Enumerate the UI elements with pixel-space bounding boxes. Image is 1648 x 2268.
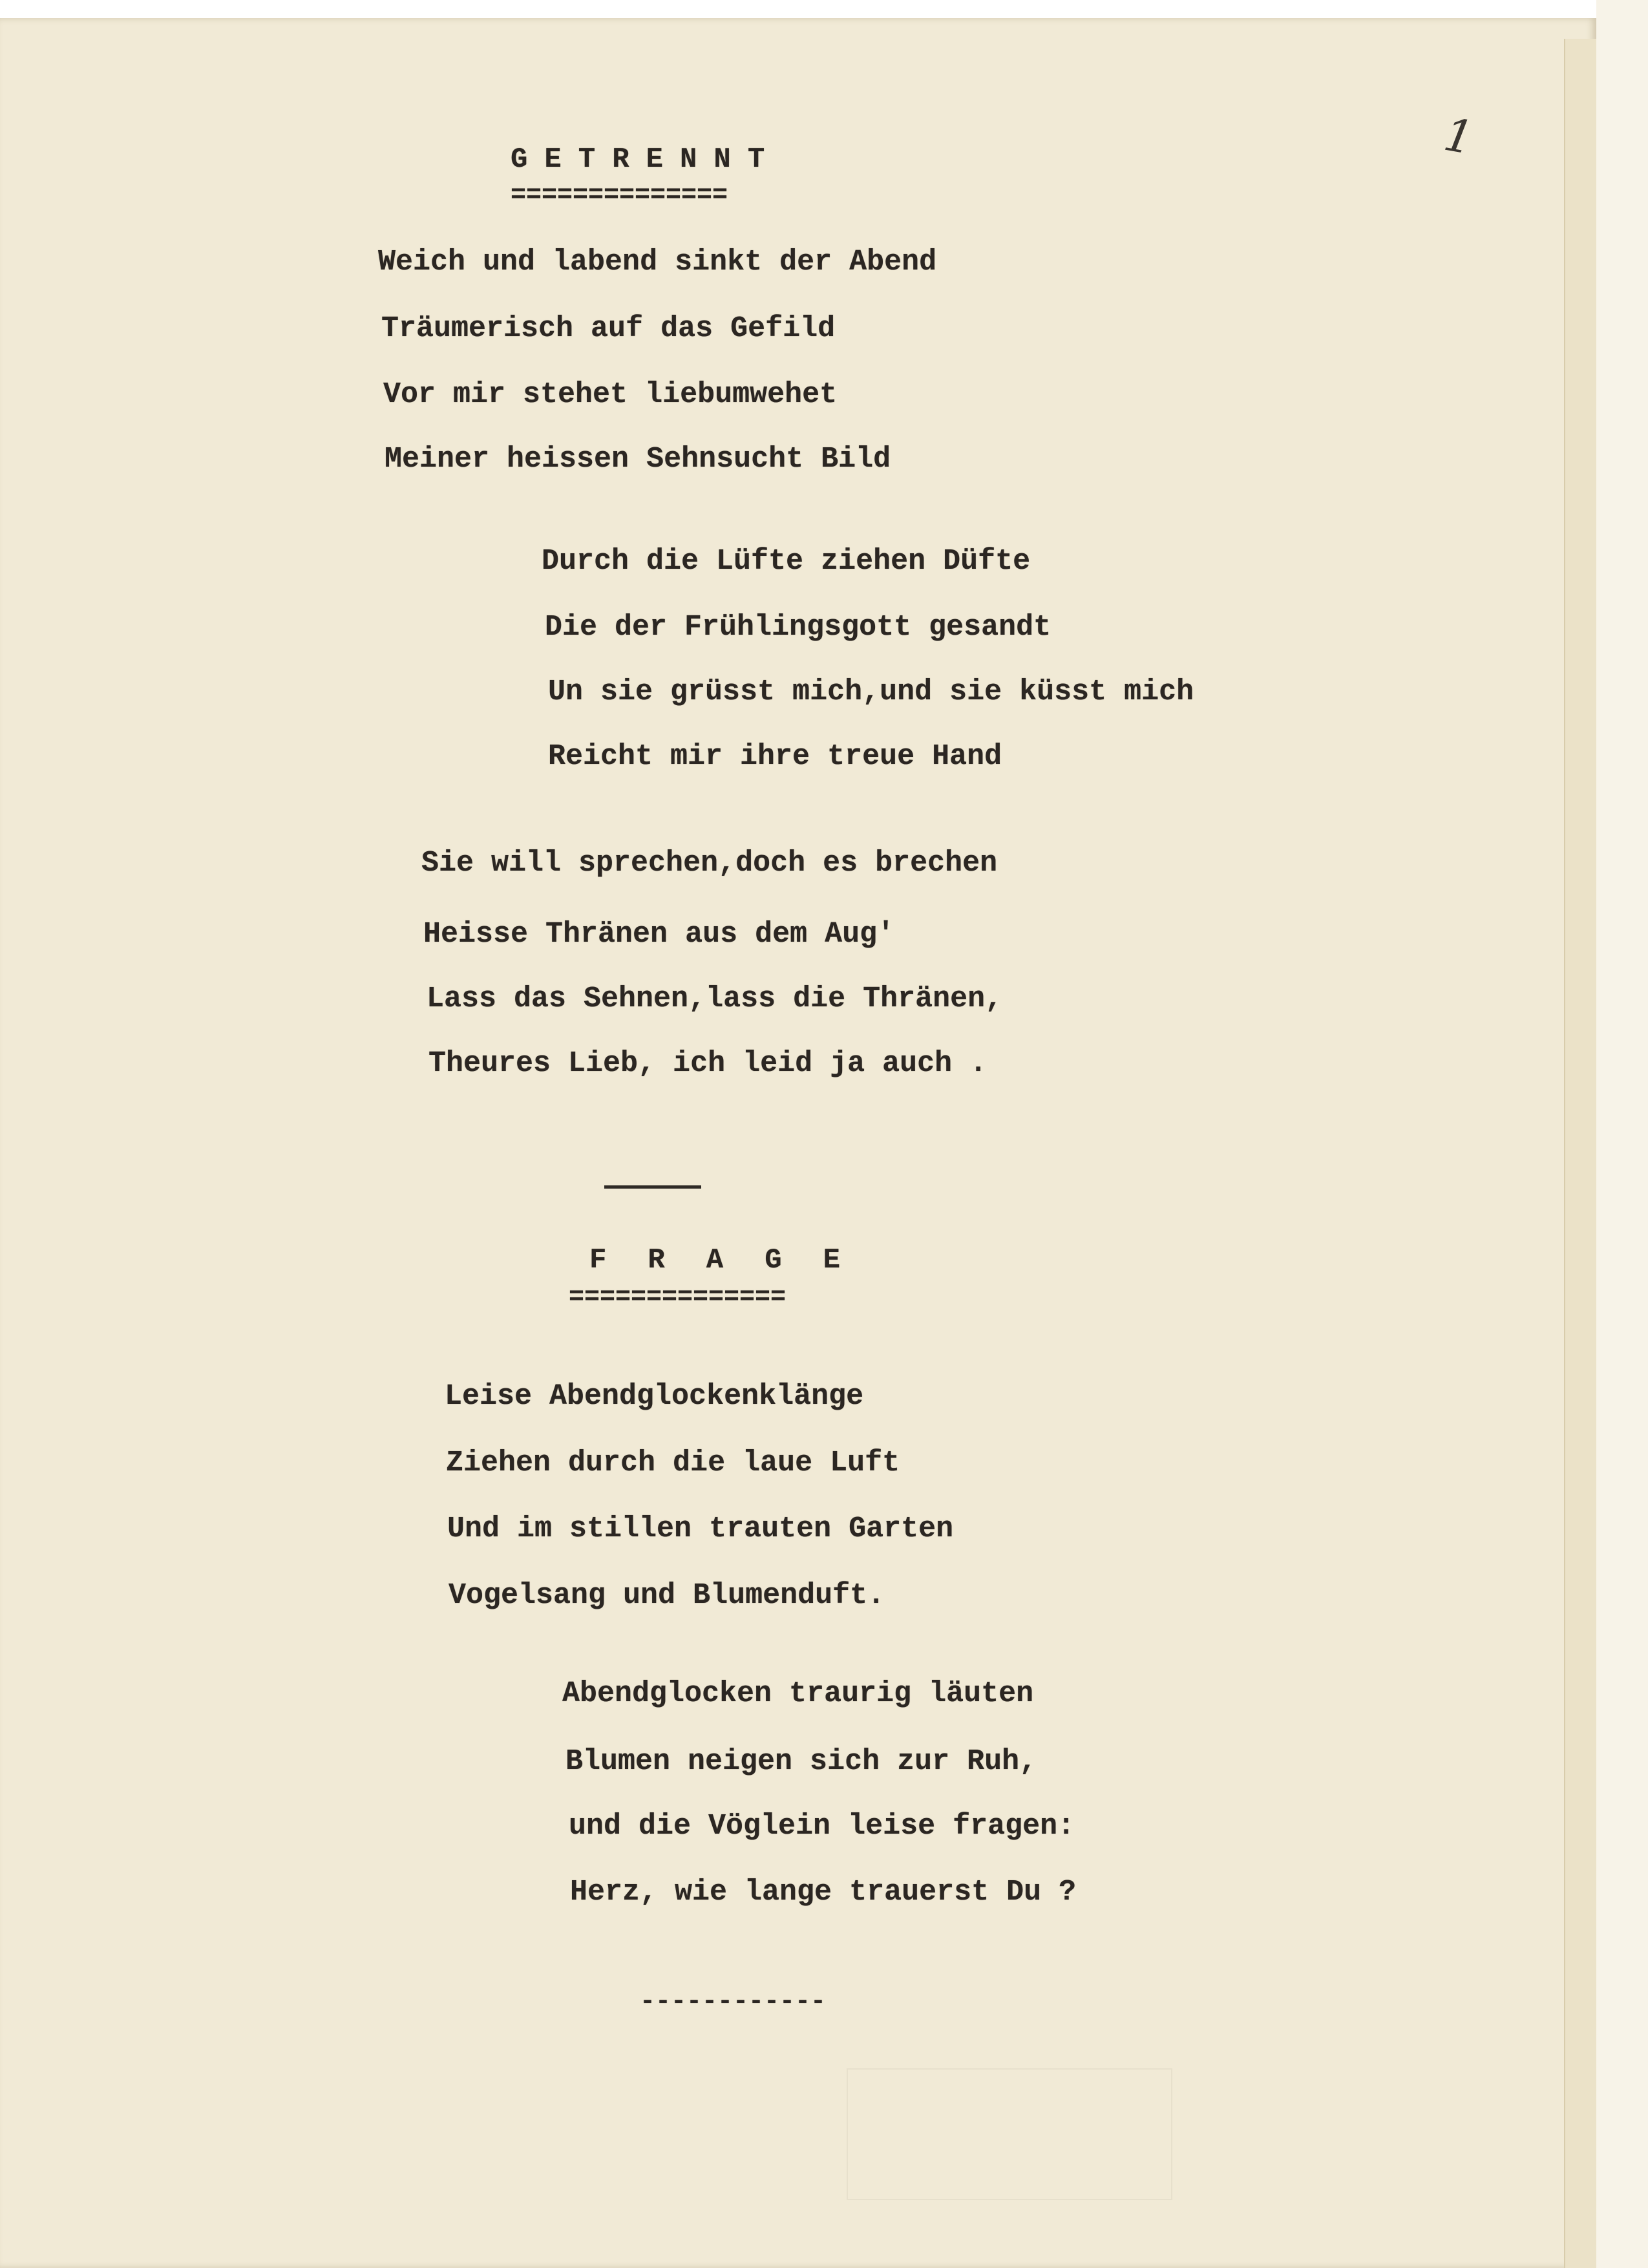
paper-sheet — [0, 18, 1596, 2268]
poem-line: Ziehen durch die laue Luft — [446, 1447, 900, 1479]
poem-line: Lass das Sehnen,lass die Thränen, — [427, 982, 1003, 1015]
handwritten-page-number: 1 — [1440, 107, 1478, 165]
poem-line: Leise Abendglockenklänge — [445, 1380, 864, 1413]
poem-line: Un sie grüsst mich,und sie küsst mich — [548, 675, 1194, 708]
poem-line: Weich und labend sinkt der Abend — [378, 246, 937, 279]
title-underline: ============== — [511, 181, 728, 210]
poem-line: Vor mir stehet liebumwehet — [383, 378, 838, 411]
section-separator — [604, 1185, 701, 1189]
poem-line: Und im stillen trauten Garten — [447, 1512, 954, 1545]
poem-line: Träumerisch auf das Gefild — [381, 312, 836, 345]
title-underline: ============== — [569, 1283, 787, 1312]
poem-line: Meiner heissen Sehnsucht Bild — [385, 443, 891, 476]
end-rule: ------------ — [640, 1987, 827, 2017]
poem-line: und die Vöglein leise fragen: — [569, 1810, 1075, 1843]
poem-line: Die der Frühlingsgott gesandt — [545, 611, 1051, 644]
poem-line: Vogelsang und Blumenduft. — [449, 1579, 885, 1612]
poem-line: Herz, wie lange trauerst Du ? — [570, 1876, 1077, 1909]
poem-title-frage: FRAGE — [589, 1244, 882, 1277]
poem-line: Theures Lieb, ich leid ja auch . — [428, 1047, 988, 1080]
poem-title-getrennt: GETRENNT — [511, 143, 782, 176]
poem-line: Blumen neigen sich zur Ruh, — [565, 1745, 1037, 1778]
poem-line: Reicht mir ihre treue Hand — [548, 740, 1002, 773]
poem-line: Sie will sprechen,doch es brechen — [421, 847, 998, 880]
scan-background — [1596, 0, 1648, 2268]
poem-line: Durch die Lüfte ziehen Düfte — [542, 545, 1031, 578]
poem-line: Heisse Thränen aus dem Aug' — [423, 918, 895, 951]
poem-line: Abendglocken traurig läuten — [562, 1677, 1034, 1710]
faint-stamp-mark — [847, 2068, 1172, 2200]
